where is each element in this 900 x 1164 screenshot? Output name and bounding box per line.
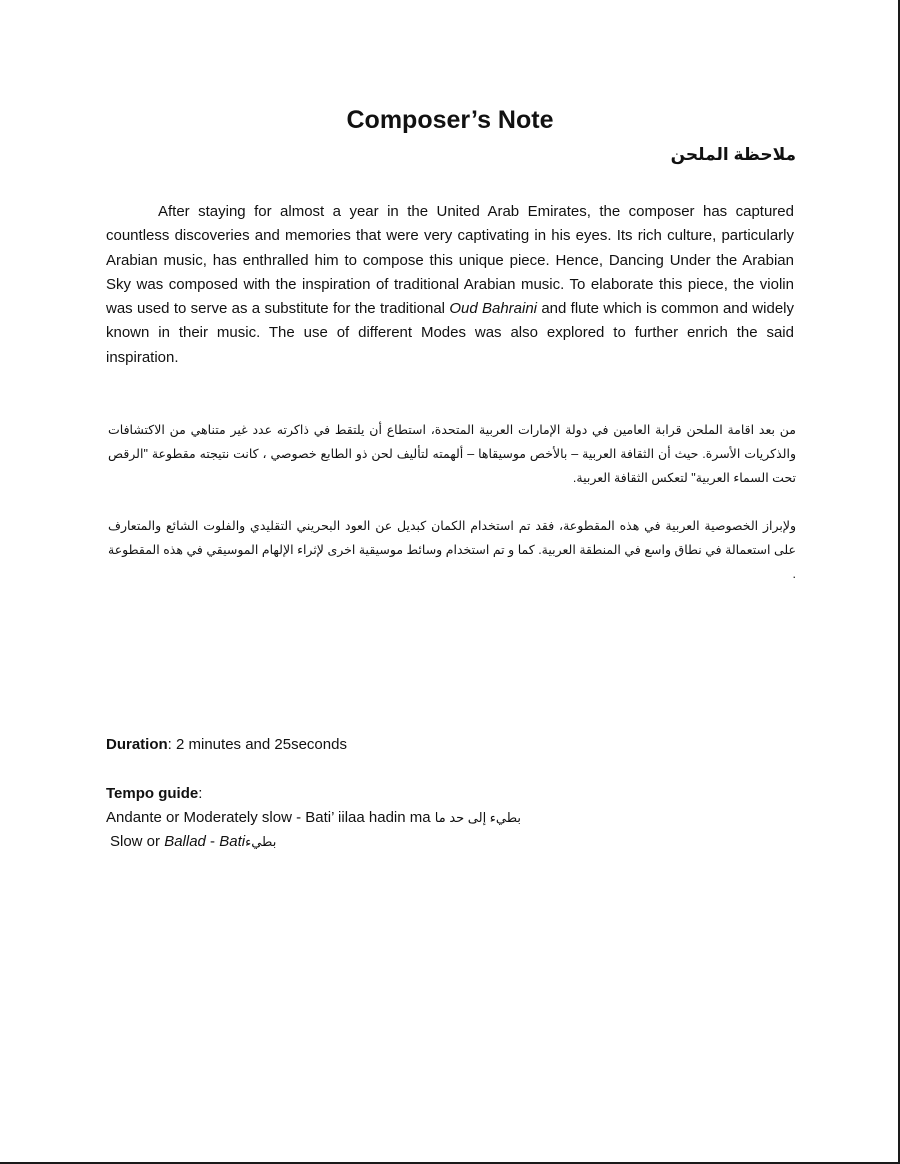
page-title: Composer’s Note: [346, 106, 554, 134]
intro-text-part2: and flute which is common and widely known in their music. The use of different Modes was also explored to further enrich the said inspiration.: [106, 300, 794, 366]
intro-text-part1: After staying for almost a year in the United Arab Emirates, the composer has captured countless discoveries and memories that were very captivating in his eyes. Its rich culture, particularly Arabian music, has enthralled him to compose this unique piece. Hence, Dancing Under the Arabian Sky was composed with the inspiration of traditional Arabian music. To elaborate this piece, the violin was used to serve as a substitute for the traditional: [106, 203, 794, 318]
duration-label: Duration: [106, 736, 168, 753]
tempo-line-2-sep: -: [205, 833, 220, 850]
tempo-line-2-bati: Bati: [219, 833, 246, 850]
duration-value: : 2 minutes and 25seconds: [167, 736, 347, 753]
duration-line: [106, 733, 806, 757]
tempo-line-2: [106, 830, 810, 854]
intro-italic-term: Oud Bahraini: [449, 300, 538, 318]
tempo-line-2-ballad: Ballad: [164, 833, 206, 850]
tempo-line-1-text: Andante or Moderately slow - Bati’ iilaa hadin ma: [106, 809, 435, 826]
arabic-paragraph-1: من بعد اقامة الملحن قرابة العامين في دولة الإمارات العربية المتحدة، استطاع أن يلتقط في ذاكرته عدد غير متناهي من الاكتشافات والذكريات الأسرة. حيث أن الثقافة العربية – بالأخص موسيقاها – ألهمته لتأليف لحن ذو الطابع خصوصي ، كانت نتيجته مقطوعة "الرقص تحت السماء العربية" لتعكس الثقافة العربية.: [108, 423, 796, 485]
intro-paragraph: [106, 200, 794, 370]
tempo-line-1: [106, 806, 806, 830]
tempo-line-2-arabic: بطيء: [245, 834, 280, 849]
tempo-line-2-prefix: Slow or: [110, 833, 165, 850]
tempo-guide-label: Tempo guide: [106, 785, 199, 802]
arabic-paragraph-2: ولإبراز الخصوصية العربية في هذه المقطوعة، فقد تم استخدام الكمان كبديل عن العود البحريني التقليدي والفلوت الشائع والمتعارف على استعمالة في نطاق واسع في المنطقة العربية. كما و تم استخدام وسائط موسيقية اخرى لإثراء الإلهام الموسيقي في هذه المقطوعة .: [108, 519, 796, 581]
tempo-guide-heading: [106, 782, 806, 806]
tempo-guide-colon: :: [198, 785, 203, 802]
arabic-title: ملاحظة الملحن: [670, 145, 796, 164]
tempo-line-1-arabic: بطيء إلى حد ما: [434, 810, 522, 825]
